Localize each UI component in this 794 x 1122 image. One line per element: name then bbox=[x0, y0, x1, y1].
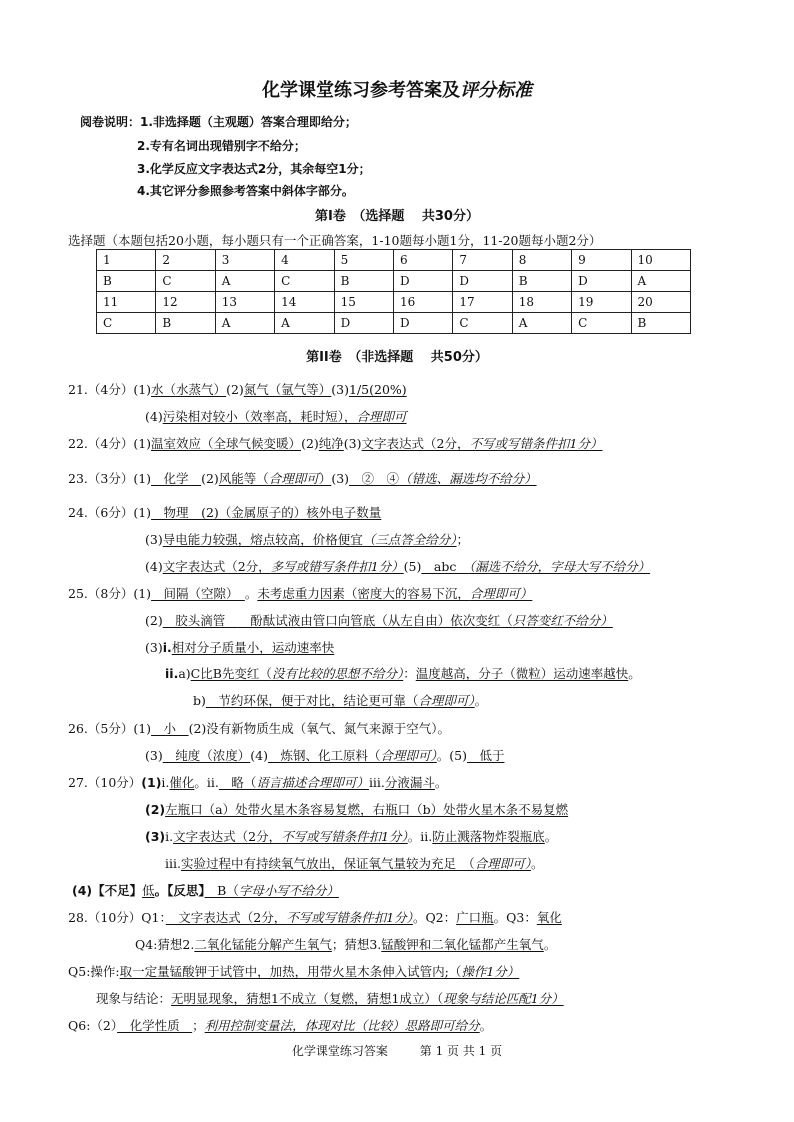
table-row: B C A C B D D B D A bbox=[97, 271, 691, 292]
q26-line-2: (3) 纯度（浓度）(4) 炼钢、化工原料（合理即可）。(5) 低于 bbox=[145, 748, 505, 763]
q23-line: 23.（3分）(1) 化学 (2)风能等（合理即可）(3) ② ④（错选、漏选均不给分） bbox=[68, 471, 537, 486]
footer-title: 化学课堂练习答案 bbox=[291, 1044, 388, 1058]
q27-line-4: iii.实验过程中有持续氧气放出，保证氧气量较为充足 （合理即可）。 bbox=[165, 856, 544, 871]
q28-line-4: 现象与结论：无明显现象，猜想1不成立（复燃，猜想1成立）（现象与结论匹配1分） bbox=[96, 991, 564, 1006]
q22-line: 22.（4分）(1)温室效应（全球气候变暖）(2)纯净(3)文字表达式（2分，不写或写错条件扣1分） bbox=[68, 436, 603, 451]
grading-note-2: 2.专有名词出现错别字不给分； bbox=[137, 139, 306, 153]
q24-line-1: 24.（6分）(1) 物理 (2)（金属原子的）核外电子数量 bbox=[68, 505, 382, 520]
section-2-heading: 第II卷 （非选择题 共50分） bbox=[306, 350, 488, 365]
q28-line-2: Q4:猜想2.二氧化锰能分解产生氧气；猜想3.锰酸钾和二氧化锰都产生氧气。 bbox=[135, 937, 557, 952]
q27-line-5: (4)【不足】低。【反思】 B（字母小写不给分） bbox=[72, 883, 339, 898]
q24-line-3: (4)文字表达式（2分，多写或错写条件扣1分）(5) abc （漏选不给分，字母大写不给分） bbox=[145, 559, 651, 574]
q25-line-2: (2) 胶头滴管 酚酞试液由管口向管底（从左自由）依次变红（只答变红不给分） bbox=[145, 613, 613, 628]
q28-line-1: 28.（10分）Q1： 文字表达式（2分，不写或写错条件扣1分）。Q2：广口瓶。Q3：氧化 bbox=[68, 910, 562, 925]
q25-line-5: b) 节约环保，便于对比，结论更可靠（合理即可）。 bbox=[193, 693, 488, 708]
grading-note-4: 4.其它评分参照参考答案中斜体字部分。 bbox=[137, 184, 354, 198]
q25-line-3: (3)i.相对分子质量小，运动速率快 bbox=[145, 640, 335, 655]
grading-note-1: 阅卷说明：1.非选择题（主观题）答案合理即给分； bbox=[80, 115, 357, 129]
q25-line-4: ii.a)C比B先变红（没有比较的思想不给分）：温度越高，分子（微粒）运动速率越快。 bbox=[165, 666, 641, 681]
q21-line-1: 21.（4分）(1)水（水蒸气）(2)氮气（氩气等）(3)1/5(20%) bbox=[68, 382, 407, 397]
section-1-heading: 第Ⅰ卷 （选择题 共30分） bbox=[315, 209, 479, 224]
table-row: 11 12 13 14 15 16 17 18 19 20 bbox=[97, 292, 691, 313]
page-number: 第 1 页 共 1 页 bbox=[419, 1044, 503, 1058]
page-footer bbox=[0, 1042, 794, 1059]
q21-line-2: (4)污染相对较小（效率高，耗时短），合理即可 bbox=[145, 409, 407, 424]
table-row: C B A A D D C A C B bbox=[97, 313, 691, 334]
q27-line-1: 27.（10分）(1)i.催化。ii. 略（语言描述合理即可）iii.分液漏斗。 bbox=[68, 775, 448, 790]
page-title: 化学课堂练习参考答案及评分标准 bbox=[262, 80, 532, 101]
q24-line-2: (3)导电能力较强，熔点较高，价格便宜（三点答全给分）； bbox=[145, 532, 470, 547]
q27-line-2: (2)左瓶口（a）处带火星木条容易复燃，右瓶口（b）处带火星木条不易复燃 bbox=[145, 802, 569, 817]
q27-line-3: (3)i.文字表达式（2分，不写或写错条件扣1分）。ii.防止溅落物炸裂瓶底。 bbox=[145, 829, 558, 844]
grading-note-3: 3.化学反应文字表达式2分，其余每空1分； bbox=[137, 162, 371, 176]
mc-intro: 选择题（本题包括20小题，每小题只有一个正确答案，1-10题每小题1分，11-20题每小题2分） bbox=[68, 233, 602, 248]
q25-line-1: 25.（8分）(1) 间隔（空隙） 。未考虑重力因素（密度大的容易下沉，合理即可） bbox=[68, 586, 533, 601]
answer-table bbox=[96, 249, 691, 334]
table-row: 1 2 3 4 5 6 7 8 9 10 bbox=[97, 250, 691, 271]
q28-line-3: Q5:操作:取一定量锰酸钾于试管中，加热，用带火星木条伸入试管内;（操作1分） bbox=[68, 964, 520, 979]
q26-line-1: 26.（5分）(1) 小 (2)没有新物质生成（氧气、氮气来源于空气）。 bbox=[68, 721, 451, 736]
q28-line-5: Q6:（2） 化学性质 ；利用控制变量法，体现对比（比较）思路即可给分。 bbox=[68, 1018, 493, 1033]
